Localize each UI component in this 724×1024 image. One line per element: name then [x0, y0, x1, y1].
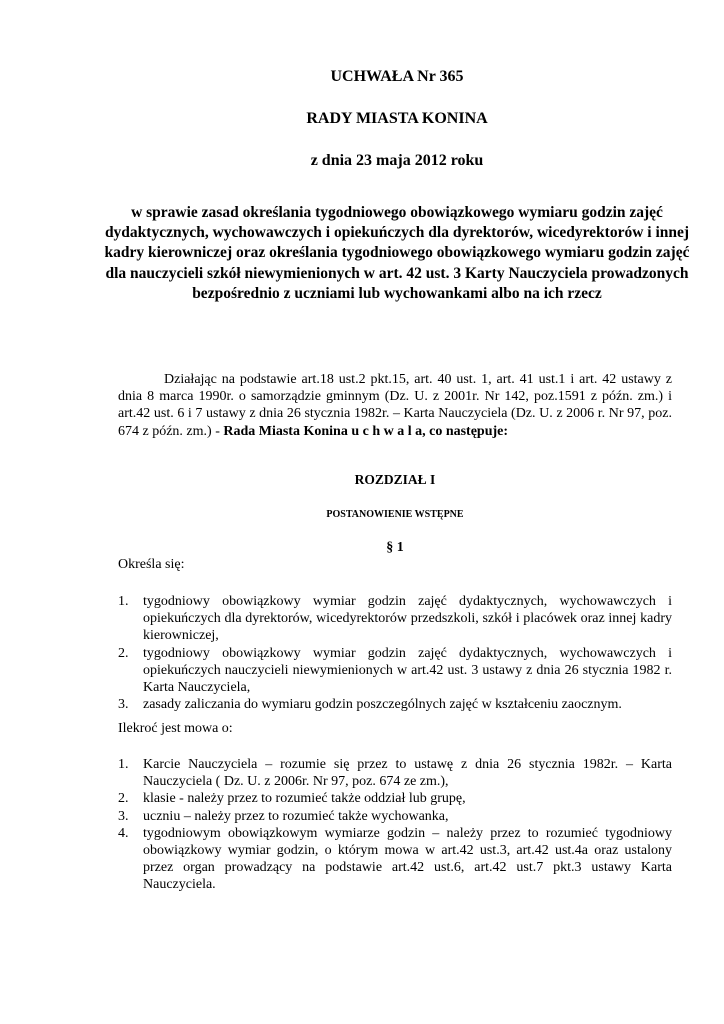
resolution-date: z dnia 23 maja 2012 roku — [310, 152, 484, 169]
list-item — [118, 696, 672, 713]
list-item-text: klasie - należy przez to rozumieć także oddział lub grupę, — [143, 791, 466, 807]
list-item-number: 2. — [118, 791, 129, 807]
list-item-number: 3. — [118, 697, 129, 713]
list-item — [118, 593, 672, 645]
preamble-enacting-clause: Rada Miasta Konina u c h w a l a, co następuje: — [223, 423, 509, 439]
list-item — [118, 808, 672, 825]
list-item-number: 1. — [118, 757, 129, 772]
chapter-subtitle: POSTANOWIENIE WSTĘPNE — [326, 509, 464, 520]
list-item-text: uczniu – należy przez to rozumieć także wychowanka, — [143, 808, 449, 824]
list-item-number: 3. — [118, 808, 129, 824]
list-item-text: tygodniowy obowiązkowy wymiar godzin zajęć dydaktycznych, wychowawczych i opiekuńczych nauczycieli niewymienionych w art.42 ust. 3 ustawy z dnia 26 stycznia 1982 r. Karta Nauczyciela, — [143, 645, 672, 696]
section2-intro: Ilekroć jest mowa o: — [118, 721, 233, 736]
council-name: RADY MIASTA KONINA — [306, 110, 488, 127]
list-item-number: 1. — [118, 594, 129, 609]
list-item-text: zasady zaliczania do wymiaru godzin poszczególnych zajęć w kształceniu zaocznym. — [143, 697, 622, 713]
list-item — [118, 756, 672, 790]
list-item-text: tygodniowym obowiązkowym wymiarze godzin – należy przez to rozumieć tygodniowy obowiązkowy wymiar godzin, o którym mowa w art.42 ust.3, art.42 ust.4a oraz ustalony przez organ prowadzący na podstawie art.42 ust.6, art.42 ust.7 pkt.3 ustawy Karta Nauczyciela. — [143, 825, 672, 893]
section1-list — [118, 593, 672, 713]
resolution-subject: w sprawie zasad określania tygodniowego obowiązkowego wymiaru godzin zajęć dydaktycznych, wychowawczych i opiekuńczych dla dyrektorów, wicedyrektorów i innej kadry kierowniczej oraz określania tygodniowego obowiązkowego wymiaru godzin zajęć dla nauczycieli szkół niewymienionych w art. 42 ust. 3 Karty Nauczyciela prowadzonych bezpośrednio z uczniami lub wychowankami albo na ich rzecz — [104, 204, 690, 302]
resolution-title: UCHWAŁA Nr 365 — [330, 68, 464, 85]
preamble-text: Działając na podstawie art.18 ust.2 pkt.15, art. 40 ust. 1, art. 41 ust.1 i art. 42 ustawy z dnia 8 marca 1990r. o samorządzie gminnym (Dz. U. z 2001r. Nr 142, poz.1591 z późn. zm.) i art.42 ust. 6 i 7 ustawy z dnia 26 stycznia 1982r. – Karta Nauczyciela (Dz. U. z 2006 r. Nr 97, poz. 674 z późn. zm.) - — [118, 372, 672, 439]
section1-intro: Określa się: — [118, 557, 185, 572]
list-item — [118, 790, 672, 807]
chapter-title: ROZDZIAŁ I — [354, 472, 436, 487]
preamble — [118, 371, 672, 440]
section2-list — [118, 756, 672, 894]
list-item-text: tygodniowy obowiązkowy wymiar godzin zajęć dydaktycznych, wychowawczych i opiekuńczych dla dyrektorów, wicedyrektorów przedszkoli, szkół i placówek oraz innej kadry kierowniczej, — [143, 594, 672, 644]
list-item-number: 4. — [118, 825, 129, 841]
list-item-number: 2. — [118, 645, 129, 661]
list-item — [118, 825, 672, 894]
section-symbol: § 1 — [386, 540, 404, 555]
list-item-text: Karcie Nauczyciela – rozumie się przez to ustawę z dnia 26 stycznia 1982r. – Karta Nauczyciela ( Dz. U. z 2006r. Nr 97, poz. 674 ze zm.), — [143, 757, 672, 790]
list-item — [118, 645, 672, 697]
